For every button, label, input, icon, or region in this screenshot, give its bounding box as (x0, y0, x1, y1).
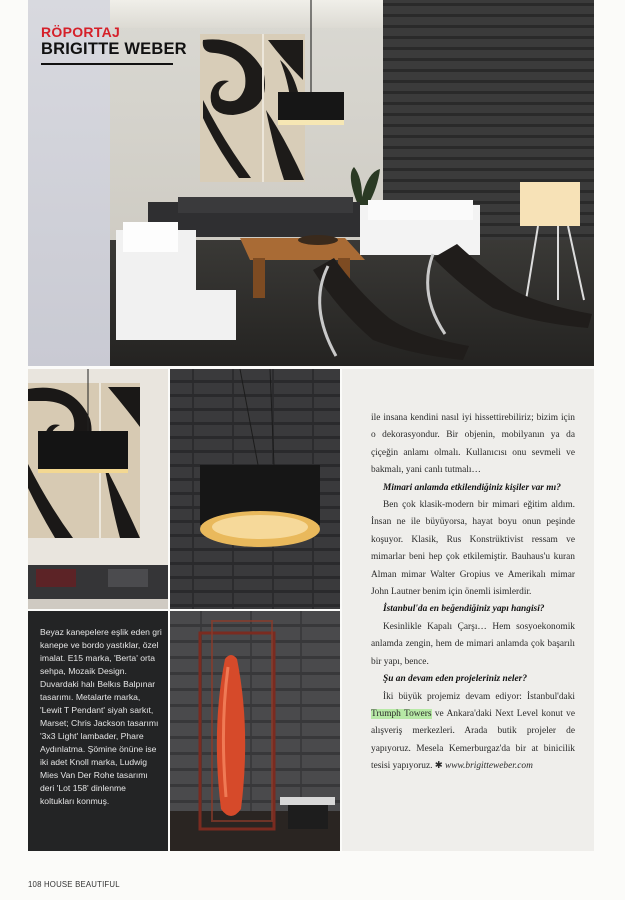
pendant-lamp-illustration (170, 369, 340, 609)
photo-caption-text: Beyaz kanepelere eşlik eden gri kanepe ve bordo yastıklar, özel imalat. E15 marka, 'Berta' orta sehpa, Mozaik Design. Duvardaki halı Belkıs Balpınar tasarımı. Metalarte marka, 'Lewit T Pendant' siyah sarkıt, Marset; Chris Jackson tasarımı '3x3 Light' lambader, Phare Aydınlatma. Şöminе önüne ise iki adet Knoll marka, Ludwig Mies Van Der Rohe tasarımı deri 'Lot 158' dinlenme koltukları konmuş. (40, 627, 162, 806)
article-paragraph: ile insana kendini nasıl iyi hissettirebiliriz; bizim için o dekorasyondur. Bir objenin, mobilyanın ya da çiçeğin anlamı olmalı. Kullanıcısı onu sevmeli ve bakmalı, yani canlı tutmalı… (371, 413, 575, 476)
highlighted-text: Trumph Towers (371, 708, 432, 719)
interview-answer: Kesinlikle Kapalı Çarşı… Hem sosyoekonomik anlamda zengin, hem de mimari anlamda çok başarılı bir yapı, bence. (371, 621, 575, 667)
interview-question: İstanbul'da en beğendiğiniz yapı hangisi? (383, 604, 545, 615)
title-underline (41, 63, 173, 65)
interviewee-name: BRIGITTE WEBER (41, 40, 187, 58)
tapestry-pendant-photo (28, 369, 168, 609)
interview-answer: Ben çok klasik-modern bir mimari eğitim aldım. İnsan ne ile büyüyorsa, hayat boyu onun peşinde koşuyor. Klasik, Rus Konstrüktivist ressam ve mimarlar beni hep çok etkilemiştir. Bauhaus'u kuran Alman mimar Walter Gropius ve Amerikalı mimar John Lautner benim için önemli isimlerdir. (371, 500, 575, 598)
interview-question: Mimari anlamda etkilendiğiniz kişiler var mı? (383, 482, 561, 493)
answer-text: İki büyük projemiz devam ediyor: İstanbul'daki (383, 691, 575, 702)
section-kicker: RÖPORTAJ (41, 24, 121, 40)
photo-caption-box (28, 611, 168, 851)
website-link[interactable]: www.brigitteweber.com (445, 761, 533, 772)
article-text-column (342, 369, 594, 851)
answer-text: ve Ankara'daki Next Level konut ve alışveriş merkezleri. Arada butik projeler de yapıyoruz. Mesela Kemerburgaz'da bir at binicilik tesisi yapıyoruz. ✱ (371, 708, 575, 772)
page-footer: 108 HOUSE BEAUTIFUL (28, 880, 120, 889)
interview-answer (371, 689, 575, 776)
red-vase-photo (170, 611, 340, 851)
tapestry-pendant-illustration (28, 369, 168, 609)
pendant-lamp-photo (170, 369, 340, 609)
article-body (371, 410, 575, 776)
interview-question: Şu an devam eden projeleriniz neler? (383, 674, 528, 685)
red-vase-illustration (170, 611, 340, 851)
